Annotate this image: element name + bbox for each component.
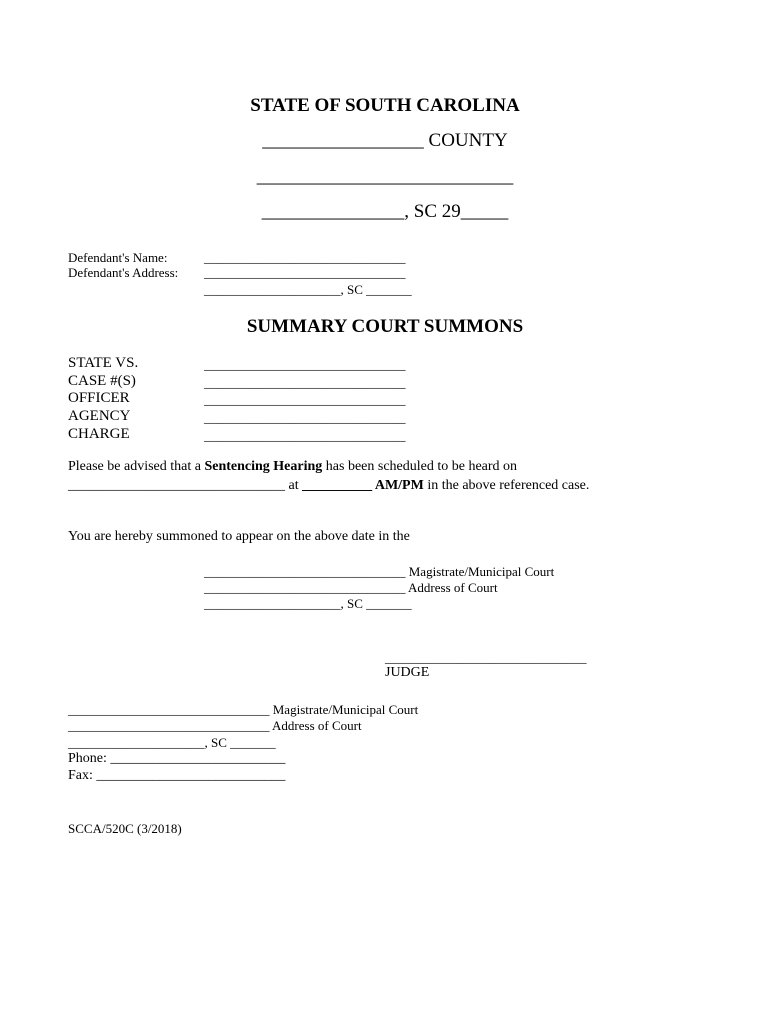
summons-title: SUMMARY COURT SUMMONS (246, 316, 524, 337)
judge-label: JUDGE (385, 665, 430, 680)
officer-label: OFFICER (68, 390, 130, 406)
agency-field[interactable]: _______________________________ (204, 410, 406, 425)
advisory-suffix: has been scheduled to be heard on (322, 459, 518, 474)
court-city-zip-line[interactable]: _______________, SC 29_____ (261, 201, 509, 222)
advisory-line-2 (68, 479, 589, 493)
judge-signature-line[interactable]: _______________________________ (385, 650, 587, 665)
footer-court-name-field[interactable]: _______________________________ Magistrate/Municipal Court (68, 702, 419, 717)
defendant-city-field[interactable]: _____________________, SC _______ (204, 282, 412, 297)
sentencing-hearing-text: Sentencing Hearing (204, 459, 323, 474)
at-text: at (285, 478, 303, 493)
advisory-line-2-suffix: in the above referenced case. (423, 478, 590, 493)
state-vs-field[interactable]: _______________________________ (204, 357, 406, 372)
agency-label: AGENCY (68, 408, 131, 424)
advisory-prefix: Please be advised that a (68, 459, 205, 474)
court-city-field[interactable]: _____________________, SC _______ (204, 596, 412, 611)
state-heading: STATE OF SOUTH CAROLINA (250, 95, 520, 116)
phone-field[interactable]: Phone: _________________________ (68, 751, 286, 766)
defendant-address-field[interactable]: _______________________________ (204, 265, 406, 280)
court-name-field[interactable]: _______________________________ Magistrate/Municipal Court (204, 564, 555, 579)
case-number-field[interactable]: _______________________________ (204, 375, 406, 390)
footer-court-city-field[interactable]: _____________________, SC _______ (68, 735, 276, 750)
case-number-label: CASE #(S) (68, 373, 136, 389)
officer-field[interactable]: _______________________________ (204, 392, 406, 407)
footer-court-address-field[interactable]: _______________________________ Address of Court (68, 718, 362, 733)
county-line[interactable]: _________________ COUNTY (262, 130, 508, 151)
defendant-name-label: Defendant's Name: (68, 250, 168, 265)
am-pm-text: AM/PM (372, 478, 424, 493)
hearing-time-field[interactable]: __________ (302, 478, 373, 493)
defendant-name-field[interactable]: _______________________________ (204, 250, 406, 265)
defendant-address-label: Defendant's Address: (68, 265, 179, 280)
charge-field[interactable]: _______________________________ (204, 428, 406, 443)
charge-label: CHARGE (68, 426, 130, 442)
advisory-line-1 (68, 460, 517, 474)
hearing-date-field[interactable]: _______________________________ (68, 478, 285, 493)
court-name-line[interactable]: ___________________________ (256, 166, 514, 187)
form-identifier: SCCA/520C (3/2018) (68, 821, 182, 836)
state-vs-label: STATE VS. (68, 355, 139, 371)
court-address-field[interactable]: _______________________________ Address of Court (204, 580, 498, 595)
fax-field[interactable]: Fax: ___________________________ (68, 768, 286, 783)
summoned-text: You are hereby summoned to appear on the above date in the (68, 529, 410, 544)
